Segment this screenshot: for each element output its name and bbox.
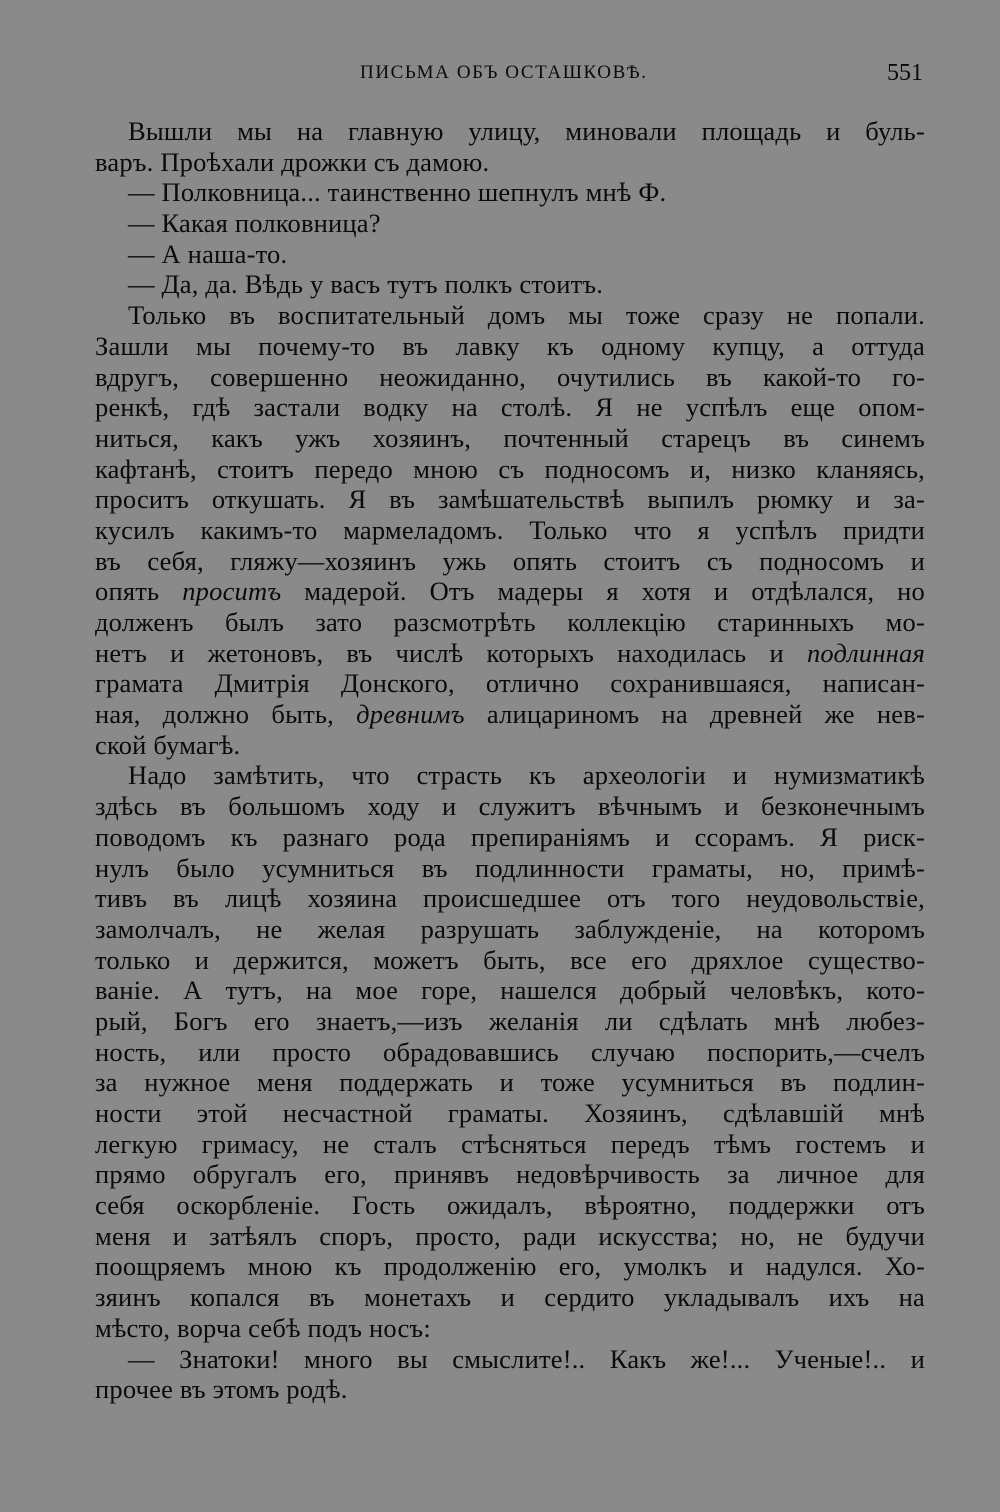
text-line: Зашли мы почему-то въ лавку къ одному купцу, а оттуда xyxy=(95,330,925,361)
text-line: мѣсто, ворча себѣ подъ носъ: xyxy=(95,1312,431,1343)
text-line: нулъ было усумниться въ подлинности граматы, но, примѣ- xyxy=(95,852,925,883)
text-line: за нужное меня поддержать и тоже усумниться въ подлин- xyxy=(95,1067,925,1098)
text-line: легкую гримасу, не сталъ стѣсняться передъ тѣмъ гостемъ и xyxy=(95,1128,925,1159)
page-number: 551 xyxy=(887,60,923,86)
text-line: поощряемъ мною къ продолженію его, умолкъ и надулся. Хо- xyxy=(95,1251,925,1282)
text-line: Вышли мы на главную улицу, миновали площадь и буль- xyxy=(128,116,925,146)
body-text xyxy=(95,116,925,1476)
text-line: — А наша-то. xyxy=(128,238,288,269)
text-line: долженъ былъ зато разсмотрѣть коллекцію старинныхъ мо- xyxy=(95,607,925,637)
text-line: себя оскорбленіе. Гость ожидалъ, вѣроятно, поддержки отъ xyxy=(95,1190,925,1221)
text-line: нетъ и жетоновъ, въ числѣ которыхъ находилась и подлинная xyxy=(95,637,925,668)
text-line: Только въ воспитательный домъ мы тоже сразу не попали. xyxy=(128,300,925,331)
text-line: опять проситъ мадерой. Отъ мадеры я хотя и отдѣлался, но xyxy=(95,576,925,607)
text-line: варъ. Проѣхали дрожки съ дамою. xyxy=(95,146,490,177)
text-line: только и держится, можетъ быть, все его дряхлое существо- xyxy=(95,944,925,975)
text-line: ная, должно быть, древнимъ алицариномъ на древней же нев- xyxy=(95,699,925,730)
text-line: здѣсь въ большомъ ходу и служитъ вѣчнымъ и безконечнымъ xyxy=(95,791,925,822)
text-line: грамата Дмитрія Донского, отлично сохранившаяся, написан- xyxy=(95,668,925,699)
text-line: прочее въ этомъ родѣ. xyxy=(95,1374,348,1405)
text-line: прямо обругалъ его, принявъ недовѣрчивость за личное для xyxy=(95,1159,925,1190)
emphasized-word: подлинная xyxy=(806,637,925,668)
text-line: въ себя, гляжу—хозяинъ ужь опять стоитъ съ подносомъ и xyxy=(95,545,925,576)
text-line: ниться, какъ ужъ хозяинъ, почтенный старецъ въ синемъ xyxy=(95,422,925,453)
text-line: — Да, да. Вѣдь у васъ тутъ полкъ стоитъ. xyxy=(128,269,604,300)
text-line: поводомъ къ разнаго рода препираніямъ и ссорамъ. Я риск- xyxy=(95,821,925,852)
emphasized-word: древнимъ xyxy=(356,699,465,730)
text-line: вдругъ, совершенно неожиданно, очутились въ какой-то го- xyxy=(95,361,925,392)
emphasized-word: проситъ xyxy=(182,576,282,607)
text-line: рый, Богъ его знаетъ,—изъ желанія ли сдѣлать мнѣ любез- xyxy=(95,1005,925,1036)
text-line: ваніе. А тутъ, на мое горе, нашелся добрый человѣкъ, кото- xyxy=(95,975,925,1006)
text-line: проситъ откушать. Я въ замѣшательствѣ выпилъ рюмку и за- xyxy=(95,484,925,515)
text-line: кусилъ какимъ-то мармеладомъ. Только что я успѣлъ придти xyxy=(95,514,925,545)
text-line: замолчалъ, не желая разрушать заблужденіе, на которомъ xyxy=(95,913,925,944)
running-title: ПИСЬМА ОБЪ ОСТАШКОВѢ. xyxy=(360,62,648,83)
text-line: ность, или просто обрадовавшись случаю поспорить,—счелъ xyxy=(95,1036,925,1067)
text-line: зяинъ копался въ монетахъ и сердито укладывалъ ихъ на xyxy=(95,1282,925,1313)
text-line: Надо замѣтить, что страсть къ археологіи и нумизматикѣ xyxy=(128,760,925,791)
text-line: — Полковница... таинственно шепнулъ мнѣ Ф. xyxy=(128,177,667,208)
text-line: тивъ въ лицѣ хозяина происшедшее отъ того неудовольствіе, xyxy=(95,883,925,914)
text-line: — Знатоки! много вы смыслите!.. Какъ же!... Ученые!.. и xyxy=(128,1343,925,1374)
text-line: ренкѣ, гдѣ застали водку на столѣ. Я не успѣлъ еще опом- xyxy=(95,392,925,423)
text-line: меня и затѣялъ споръ, просто, ради искусства; но, не будучи xyxy=(95,1220,925,1251)
text-line: — Какая полковница? xyxy=(128,208,381,239)
text-line: ности этой несчастной граматы. Хозяинъ, сдѣлавшій мнѣ xyxy=(95,1098,925,1128)
text-line: кафтанѣ, стоитъ передо мною съ подносомъ и, низко кланяясь, xyxy=(95,453,925,484)
text-line: ской бумагѣ. xyxy=(95,729,241,760)
page-header xyxy=(95,60,925,90)
